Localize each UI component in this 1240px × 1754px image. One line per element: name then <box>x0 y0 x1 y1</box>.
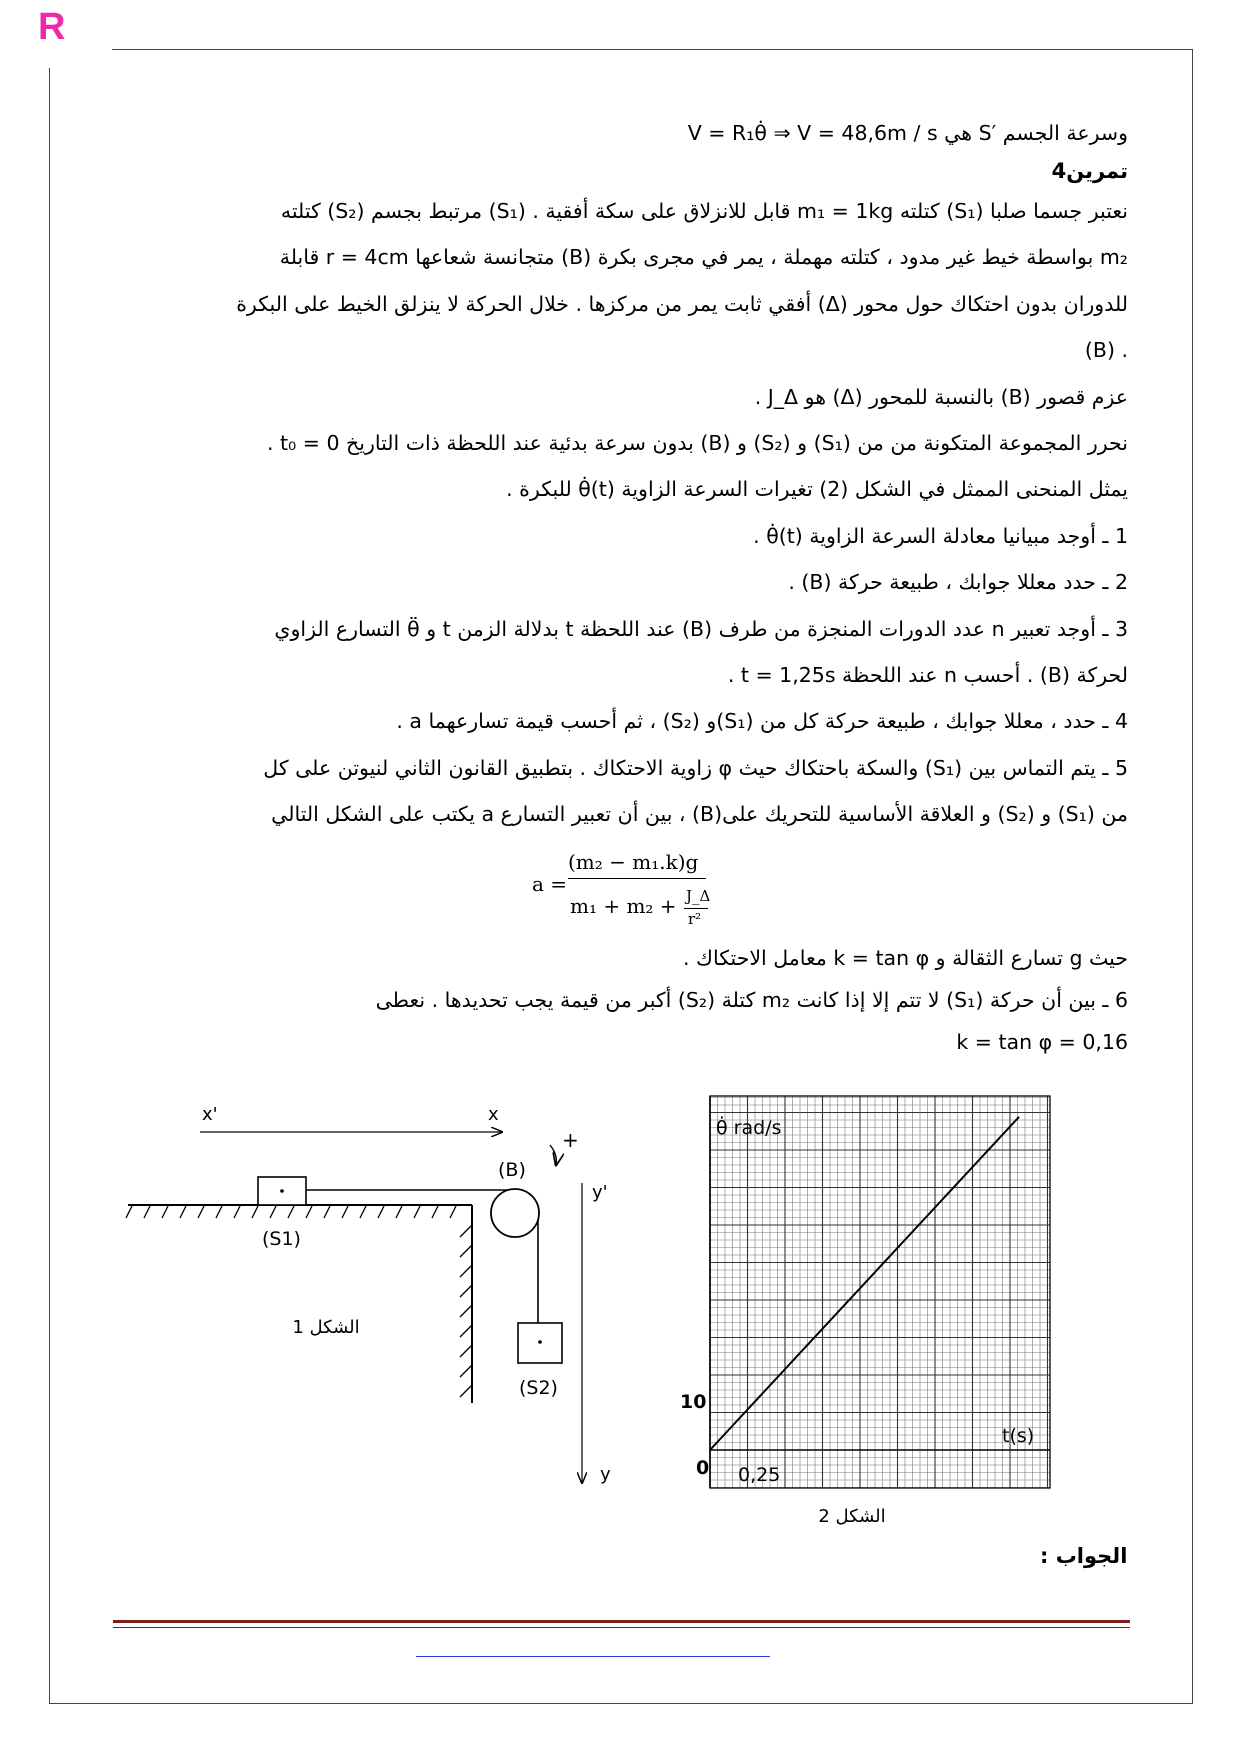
text-line: حيث g تسارع الثقالة و k = tan φ معامل الاحتكاك . <box>683 946 1128 971</box>
y-tick-label: 10 <box>680 1391 707 1413</box>
x-axis-title: t(s) <box>1002 1425 1035 1447</box>
text-line: وسرعة الجسم ′S هي V = R₁θ̇ ⇒ V = 48,6m / s <box>687 121 1128 145</box>
exercise-heading: تمرين4 <box>1051 159 1128 183</box>
y-axis-start-label: y' <box>592 1182 608 1203</box>
formula-numerator: (m₂ − m₁.k)g <box>568 850 699 874</box>
origin-label: 0 <box>696 1457 710 1479</box>
text-line: من (S₁) و (S₂) و العلاقة الأساسية للتحريك على(B) ، بين أن تعبير التسارع a يكتب على الشكل التالي <box>271 802 1128 827</box>
page-border-bottom <box>49 1703 1193 1704</box>
text-line: عزم قصور (B) بالنسبة للمحور (Δ) هو J_Δ . <box>754 384 1128 409</box>
figure-1-caption: الشكل 1 <box>292 1317 360 1338</box>
question-1: 1 ـ أوجد مبيانيا معادلة السرعة الزاوية θ̇(t) . <box>753 523 1128 548</box>
x-axis-start-label: x' <box>202 1104 218 1125</box>
pulley-label: (B) <box>498 1159 526 1181</box>
y-axis-end-label: y <box>600 1464 611 1485</box>
page-border-top <box>112 49 1193 50</box>
text-line: . (B) <box>1084 338 1128 363</box>
text-line: k = tan φ = 0,16 <box>956 1030 1128 1055</box>
pulley-b <box>491 1189 539 1237</box>
x-tick-label: 0,25 <box>738 1464 781 1486</box>
question-6: 6 ـ بين أن حركة (S₁) لا تتم إلا إذا كانت m₂ كتلة (S₂) أكبر من قيمة يجب تحديدها . نعطى <box>375 988 1128 1013</box>
text-line: m₂ بواسطة خيط غير مدود ، كتلته مهملة ، يمر في مجرى بكرة (B) متجانسة شعاعها r = 4cm قابلة <box>279 245 1128 270</box>
rotation-sign: + <box>562 1128 579 1152</box>
text-line: نحرر المجموعة المتكونة من من (S₁) و (S₂) و (B) بدون سرعة بدئية عند اللحظة ذات التاريخ t₀ = 0 . <box>266 430 1128 455</box>
fraction-bar <box>568 878 706 879</box>
question-4: 4 ـ حدد ، معللا جوابك ، طبيعة حركة كل من (S₁)و (S₂) ، ثم أحسب قيمة تسارعهما a . <box>396 709 1128 734</box>
inner-fraction-bar <box>684 908 708 909</box>
body-s1-label: (S1) <box>262 1228 301 1250</box>
figure-1-setup <box>110 1085 630 1515</box>
text-line: نعتبر جسما صلبا (S₁) كتلته m₁ = 1kg قابل للانزلاق على سكة أفقية . (S₁) مرتبط بجسم (S₂) كتلته <box>280 199 1128 223</box>
answer-heading: الجواب : <box>1040 1544 1128 1568</box>
question-2: 2 ـ حدد معللا جوابك ، طبيعة حركة (B) . <box>788 570 1128 595</box>
inner-fraction-numerator: J_Δ <box>686 887 711 905</box>
figure-2-chart <box>680 1090 1080 1530</box>
body-s2-label: (S2) <box>519 1377 558 1399</box>
footer-rule <box>113 1620 1130 1623</box>
question-5: 5 ـ يتم التماس بين (S₁) والسكة باحتكاك حيث φ زاوية الاحتكاك . بتطبيق القانون الثاني لنيوتن على كل <box>263 755 1128 780</box>
formula-denominator: m₁ + m₂ + <box>570 894 677 918</box>
logo: R <box>38 6 66 48</box>
acceleration-formula <box>520 842 720 942</box>
page-border-left <box>49 68 50 1704</box>
wall-hatching <box>460 1225 472 1397</box>
table-hatching <box>126 1206 456 1218</box>
formula-lhs: a = <box>532 872 568 896</box>
body-s1-center <box>280 1189 284 1193</box>
text-line: للدوران بدون احتكاك حول محور (Δ) أفقي ثابت يمر من مركزها . خلال الحركة لا ينزلق الخيط على البكرة <box>236 291 1128 316</box>
page-border-right <box>1192 49 1193 1704</box>
question-3: 3 ـ أوجد تعبير n عدد الدورات المنجزة من طرف (B) عند اللحظة t بدلالة الزمن t و θ̈ التسارع الزاوي <box>274 616 1128 641</box>
chart-grid <box>710 1096 1050 1488</box>
plot-frame <box>710 1096 1050 1488</box>
text-line: لحركة (B) . أحسب n عند اللحظة t = 1,25s . <box>727 662 1128 687</box>
y-axis-title: θ̇ rad/s <box>716 1117 782 1139</box>
figure-2-caption: الشكل 2 <box>818 1506 886 1527</box>
body-s2-center <box>538 1340 542 1344</box>
x-axis-end-label: x <box>488 1104 499 1125</box>
footer-rule-thin <box>113 1627 1130 1628</box>
text-line: يمثل المنحنى الممثل في الشكل (2) تغيرات السرعة الزاوية θ̇(t) للبكرة . <box>506 477 1128 502</box>
footer-link-underline <box>416 1656 770 1657</box>
rotation-arrow-icon <box>550 1145 556 1165</box>
inner-fraction-denominator: r² <box>688 910 702 928</box>
